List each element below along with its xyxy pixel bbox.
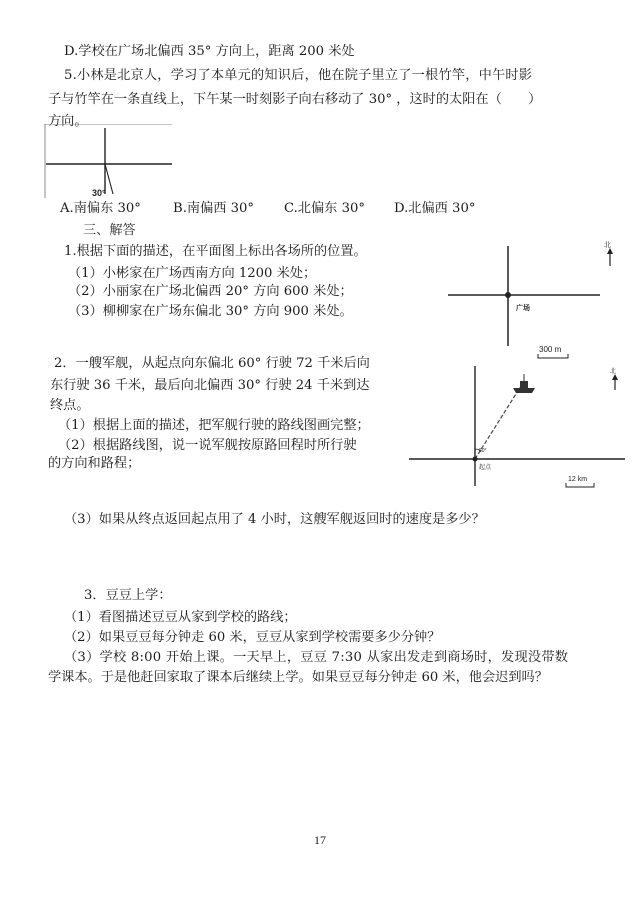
p3-title: 3．豆豆上学：: [84, 588, 172, 603]
q5-shadow-figure: [44, 124, 174, 198]
p2-route-map: [405, 362, 631, 490]
angle-label: 60°: [479, 448, 487, 454]
scale-bar: [566, 483, 594, 487]
p2-item-1: （1）根据上面的描述，把军舰行驶的路线图画完整；: [58, 418, 370, 433]
q5-option-b: B.南偏西 30°: [173, 201, 255, 216]
p2-line-1: 2．一艘军舰，从起点向东偏北 60° 行驶 72 千米后向: [54, 356, 370, 371]
start-point: [473, 457, 478, 462]
p3-item-2: （2）如果豆豆每分钟走 60 米，豆豆从家到学校需要多少分钟？: [64, 630, 441, 645]
q5-option-c: C.北偏东 30°: [284, 201, 365, 216]
p3-item-1: （1）看图描述豆豆从家到学校的路线；: [64, 610, 297, 625]
scale-bar: [538, 354, 568, 358]
start-label: 起点: [479, 465, 492, 471]
north-label: 北: [604, 242, 611, 249]
p1-item-1: （1）小彬家在广场西南方向 1200 米处；: [68, 266, 317, 281]
p3-item-3: （3）学校 8:00 开始上课。一天早上，豆豆 7:30 从家出发走到商场时，发现没带数: [64, 650, 569, 665]
p2-line-2: 东行驶 36 千米，最后向北偏西 30° 行驶 24 千米到达: [50, 378, 370, 393]
q5-option-d: D.北偏西 30°: [394, 201, 476, 216]
section-title: 三、解答: [83, 223, 136, 238]
warship-icon: [513, 374, 535, 393]
square-point: [505, 292, 511, 298]
q4-option-d: D.学校在广场北偏西 35° 方向上，距离 200 米处: [64, 44, 355, 59]
q5-line-3: 方向。: [48, 114, 88, 129]
page-number: 17: [314, 833, 326, 847]
shadow-ray: [105, 164, 113, 194]
p2-item-2-cont: 的方向和路程；: [48, 456, 141, 471]
figure-angle-label: 30°: [92, 188, 106, 198]
p2-item-2: （2）根据路线图，说一说军舰按原路回程时所行驶: [58, 438, 357, 453]
scale-label: 300 m: [539, 345, 562, 354]
p1-item-2: （2）小丽家在广场北偏西 20° 方向 600 米处；: [68, 284, 353, 299]
p2-item-3: （3）如果从终点返回起点用了 4 小时，这艘军舰返回时的速度是多少？: [64, 512, 485, 527]
p1-plan-map: [440, 236, 630, 364]
p1-item-3: （3）柳柳家在广场东偏北 30° 方向 900 米处。: [68, 304, 353, 319]
q5-option-a: A.南偏东 30°: [60, 201, 141, 216]
q5-line-1: 5.小林是北京人，学习了本单元的知识后，他在院子里立了一根竹竿，中午时影: [64, 68, 533, 83]
p2-line-3: 终点。: [50, 398, 90, 413]
q5-line-2: 子与竹竿在一条直线上，下午某一时刻影子向右移动了 30° ，这时的太阳在（ ）: [48, 92, 542, 107]
p1-intro: 1.根据下面的描述，在平面图上标出各场所的位置。: [64, 244, 367, 259]
square-label: 广场: [516, 305, 530, 312]
p3-item-3-cont: 学课本。于是他赶回家取了课本后继续上学。如果豆豆每分钟走 60 米，他会迟到吗？: [48, 670, 548, 685]
north-label: 北: [610, 369, 617, 375]
scale-label: 12 km: [568, 476, 588, 483]
